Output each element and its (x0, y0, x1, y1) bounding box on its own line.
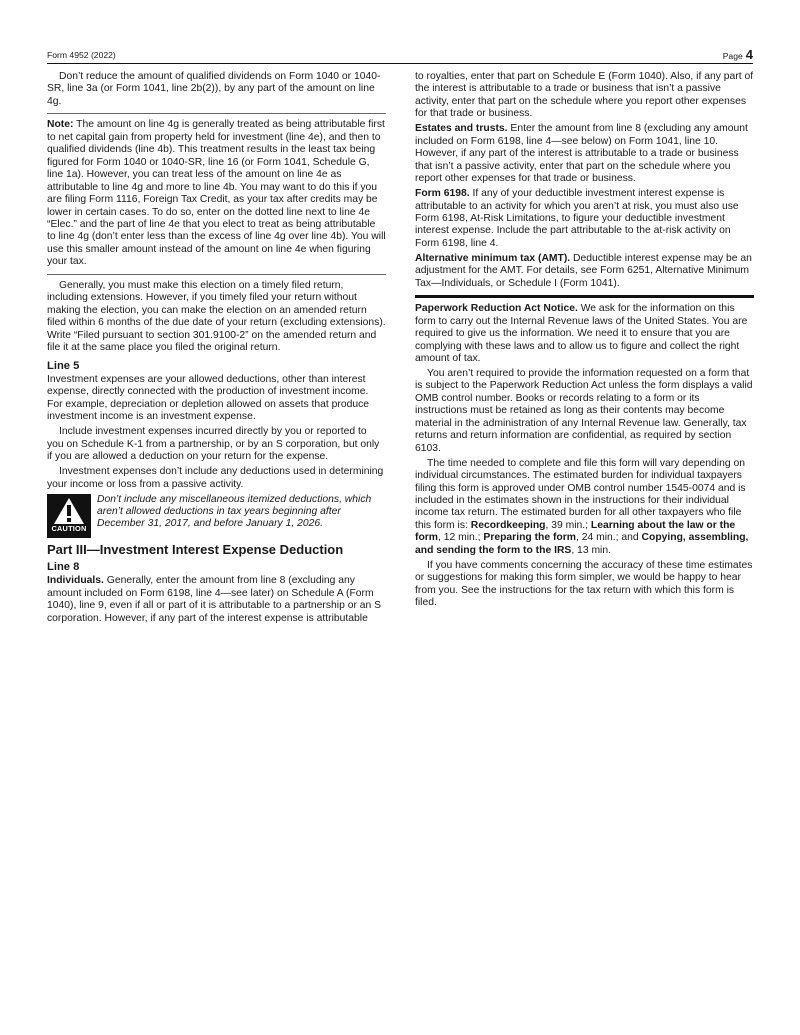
caution-text: Don’t include any miscellaneous itemized deductions, which aren’t allowed deductions in tax years beginning after December 31, 2017, and before January 1, 2026. (97, 493, 372, 530)
line5-heading: Line 5 (47, 359, 80, 372)
text-run: Include investment expenses incurred directly by you or reported to you on Schedule K-1 from a partnership, or by an S corporation, but only if you are allowed a deduction on your return for the expense. (47, 426, 380, 463)
text-run: Enter the amount from line 8 (excluding any amount included on Form 6198, line 4—see below) on Form 1041, line 10. However, if any part of the interest is attributable to a trade or business that isn’t a passive activity, enter that part on the schedule where you report other expenses for that trade or business. (415, 123, 748, 185)
caution-icon (47, 494, 91, 538)
paragraph-comments (415, 560, 754, 610)
text-run: Don’t reduce the amount of qualified dividends on Form 1040 or 1040-SR, line 3a (or Form 1041, line 2b(2)), by any part of the amount on line 4g. (47, 71, 381, 107)
paragraph-qualified-dividends (47, 71, 386, 108)
divider (47, 274, 386, 275)
bold-lead-text: Preparing the form (483, 532, 576, 544)
text-run: If you have comments concerning the accuracy of these time estimates or suggestions for making this form simpler, we would be happy to hear from you. See the instructions for the tax return with which this form is filed. (415, 559, 753, 609)
page-number (723, 47, 753, 62)
left-column (47, 71, 386, 628)
bold-lead-text: Learning about the law or the form (415, 519, 736, 544)
right-column (415, 71, 754, 612)
paragraph-burden (415, 458, 754, 558)
text-run: Investment expenses don’t include any deductions used in determining your income or loss from a passive activity. (47, 466, 384, 490)
paragraph-estates-trusts (415, 123, 754, 185)
caution-box (47, 494, 386, 538)
paragraph-paperwork (415, 303, 754, 365)
bold-lead-text: Alternative minimum tax (AMT). (415, 252, 571, 264)
text-run: The time needed to complete and file this form will vary depending on individual circumstances. The estimated burden for individual taxpayers filing this form is approved under OMB control number 1545-0074 and is included in the estimates shown in the instructions for their individual income tax return. The estimated burden for all other taxpayers who file this form is: (415, 457, 746, 531)
text-run: , 39 min.; (545, 519, 591, 531)
paragraph-omb (415, 368, 754, 455)
text-run: , 24 min.; and (575, 532, 642, 544)
bold-lead-text: Paperwork Reduction Act Notice. (415, 303, 578, 315)
form-id: Form 4952 (2022) (47, 50, 116, 60)
text-run: Generally, you must make this election on a timely filed return, including extensions. However, if you timely filed your return without making the election, you can make the election on an amended return filed within 6 months of the due date of your return (excluding extensions). Write “Filed pursuant to section 301.9100-2” on the amended return and file it at the same place you filed the original return. (47, 279, 386, 354)
paragraph-line5-2 (47, 426, 386, 463)
text-run: , 12 min.; (438, 532, 484, 544)
paragraph-election (47, 280, 386, 355)
paragraph-form6198 (415, 188, 754, 250)
paragraph-individuals (47, 575, 386, 625)
text-run: The amount on line 4g is generally treated as being attributable first to net capital gain from property held for investment (line 4e), and then to qualified dividends (line 4b). This treatment results in the least tax being figured for Form 1040 or 1040-SR, line 16 (or Form 1041, Schedule G, line 1a). However, you can treat less of the amount on line 4e as attributable to line 4g and more to line 4b. You may want to do this if you are filing Form 1116, Foreign Tax Credit, as your tax after credits may be lower in certain cases. To do so, enter on the dotted line next to line 4e “Elec.” and the part of line 4e that you elect to treat as being attributable to line 4g (don’t enter less than the excess of line 4g over line 4b). You will use this smaller amount instead of the amount on line 4e when figuring your tax. (47, 119, 386, 268)
page-label: Page (722, 51, 743, 61)
text-run: We ask for the information on this form to carry out the Internal Revenue laws of the United States. You are required to give us the information. We need it to ensure that you are complying with these laws and to allow us to figure and collect the right amount of tax. (415, 303, 748, 365)
paragraph-royalties (415, 71, 754, 121)
note-paragraph (47, 119, 386, 268)
page-header (47, 47, 753, 64)
bold-lead-text: Note: (47, 119, 74, 131)
paragraph-line5-1 (47, 374, 386, 424)
line8-heading: Line 8 (47, 561, 80, 573)
bold-lead-text: Recordkeeping (470, 519, 546, 531)
bold-lead-text: Form 6198. (415, 188, 470, 200)
part3-heading: Part III—Investment Interest Expense Deduction (47, 541, 344, 557)
text-run: Deductible interest expense may be an adjustment for the AMT. For details, see Form 6251, Alternative Minimum Tax—Individuals, or Schedule I (Form 1041). (415, 252, 752, 289)
text-run: Generally, enter the amount from line 8 (excluding any amount included on Form 6198, line 4—see later) on Schedule A (Form 1040), line 9, even if all or part of it is attributable to a partnership or an S corporation. However, if any part of the interest expense is attributable (47, 575, 382, 624)
text-run: If any of your deductible investment interest expense is attributable to an activity for which you aren’t at risk, you must also use Form 6198, At-Risk Limitations, to figure your deductible investment interest expense. Include the part attributable to the at-risk activity on Form 6198, line 4. (415, 188, 739, 249)
caution-label: CAUTION (51, 524, 87, 534)
text-run: to royalties, enter that part on Schedule E (Form 1040). Also, if any part of the interest is attributable to a trade or business that isn’t a passive activity, enter that part on the schedule where you report other expenses for that trade or business. (415, 71, 754, 120)
paragraph-amt (415, 253, 754, 290)
paragraph-line5-3 (47, 466, 386, 491)
divider (415, 295, 754, 298)
bold-lead-text: Copying, assembling, and sending the form to the IRS (415, 532, 749, 556)
text-run: You aren’t required to provide the information requested on a form that is subject to the Paperwork Reduction Act unless the form displays a valid OMB control number. Books or records relating to a form or its instructions must be retained as long as their contents may become material in the administration of any Internal Revenue law. Generally, tax returns and return information are confidential, as required by section 6103. (415, 367, 753, 454)
text-run: , 13 min. (571, 544, 611, 556)
bold-lead-text: Individuals. (47, 575, 104, 587)
bold-lead-text: Estates and trusts. (415, 123, 508, 135)
text-run: Investment expenses are your allowed deductions, other than interest expense, directly connected with the production of investment income. For example, depreciation or depletion allowed on assets that produce investment income is an investment expense. (47, 373, 369, 423)
divider (47, 113, 386, 114)
page-number-value: 4 (745, 47, 753, 62)
